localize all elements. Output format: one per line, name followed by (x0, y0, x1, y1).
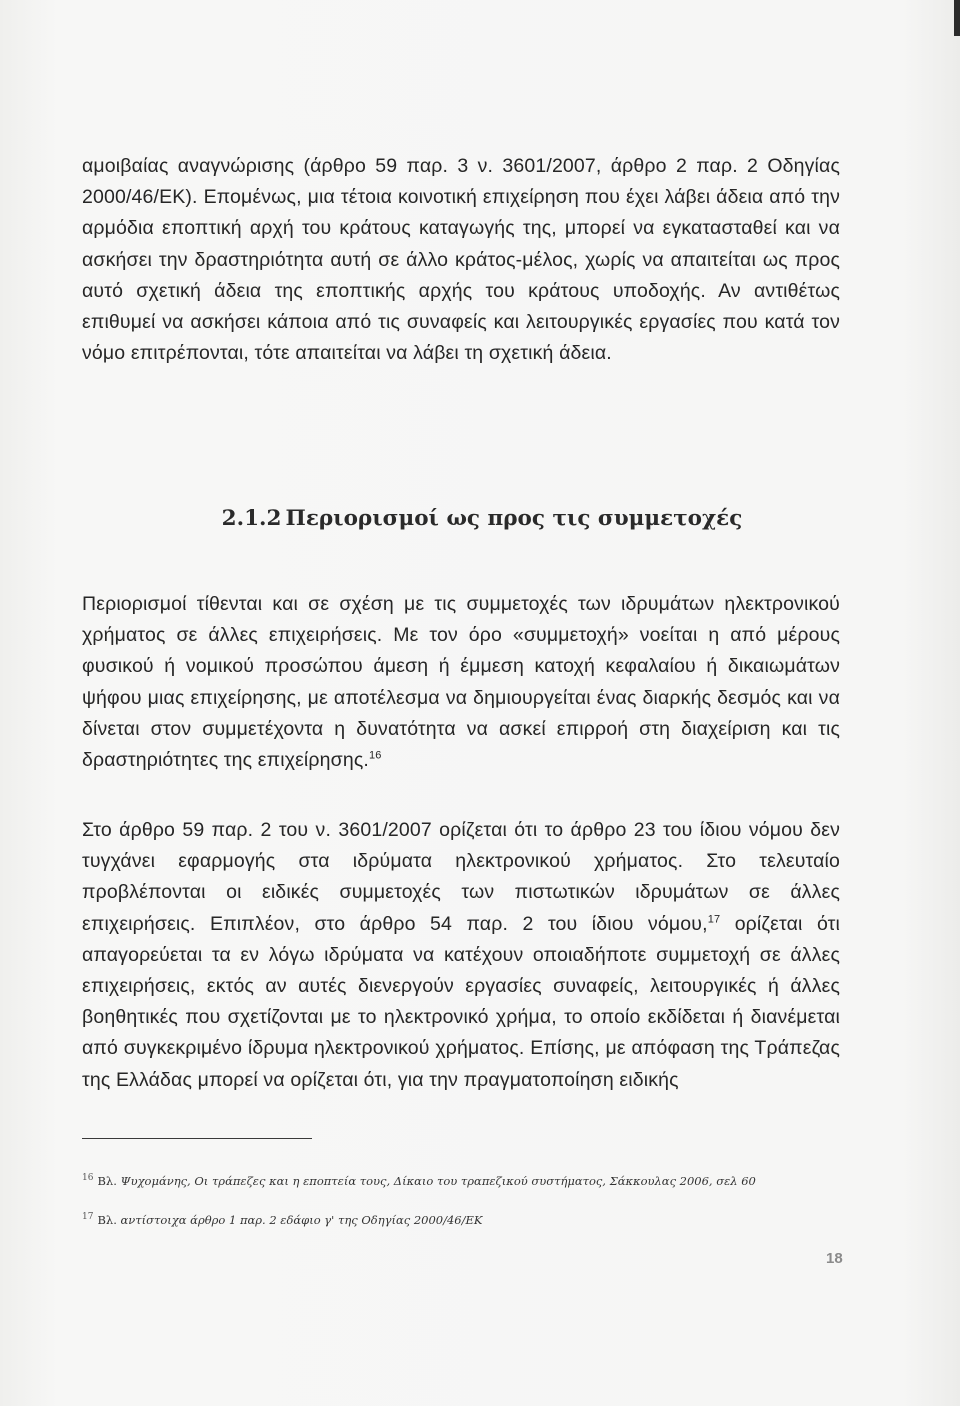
paragraph-text: Περιορισμοί τίθενται και σε σχέση με τις συμμετοχές των ιδρυμάτων ηλεκτρονικού χρήματος σε άλλες επιχειρήσεις. Με τον όρο «συμμετοχή» νοείται η από μέρους φυσικού ή νομικού προσώπου άμεση ή έμμεση κατοχή κεφαλαίου ή δικαιωμάτων ψήφου μιας επιχείρησης, με αποτέλεσμα να δημιουργείται ένας διαρκής δεσμός και να δίνεται στον συμμετέχοντα η δυνατότητα να ασκεί επιρροή στη διαχείριση και τις δραστηριότητες της επιχείρησης. (82, 593, 840, 772)
footnote-number: 17 (82, 1212, 94, 1222)
footnote-number: 16 (82, 1173, 94, 1183)
footnote-text: αντίστοιχα άρθρο 1 παρ. 2 εδάφιο γ' της Οδηγίας 2000/46/ΕΚ (120, 1212, 483, 1227)
footnote-reference[interactable]: 17 (707, 913, 721, 926)
paragraph-text-continued: ορίζεται ότι απαγορεύεται τα εν λόγω ιδρύματα να κατέχουν οποιαδήποτε συμμετοχή σε άλλες επιχειρήσεις, εκτός αν αυτές διενεργούν εργασίες συναφείς, λειτουργικές ή άλλες βοηθητικές που σχετίζονται με το ηλεκτρονικό χρήμα, το οποίο εκδίδεται ή διανέμεται από συγκεκριμένο ίδρυμα ηλεκτρονικού χρήματος. Επίσης, με απόφαση της Τράπεζας της Ελλάδας μπορεί να ορίζεται ότι, για την πραγματοποίηση ειδικής (82, 912, 840, 1091)
page-number: 18 (826, 1250, 843, 1267)
footnote-lead: Βλ. (97, 1173, 117, 1188)
footnote-lead: Βλ. (97, 1212, 117, 1227)
paragraph-authorization (82, 151, 840, 369)
paragraph-participations (82, 589, 840, 776)
footnote-text: Ψυχομάνης, Οι τράπεζες και η εποπτεία τους, Δίκαιο του τραπεζικού συστήματος, Σάκκουλας 2006, σελ 60 (120, 1173, 756, 1188)
footnote-17 (82, 1212, 882, 1227)
paragraph-article-59 (82, 815, 840, 1096)
paragraph-text: Στο άρθρο 59 παρ. 2 του ν. 3601/2007 ορίζεται ότι το άρθρο 23 του ίδιου νόμου δεν τυγχάνει εφαρμογής στα ιδρύματα ηλεκτρονικού χρήματος. Στο τελευταίο προβλέπονται οι ειδικές συμμετοχές των πιστωτικών ιδρυμάτων σε άλλες επιχειρήσεις. Επιπλέον, στο άρθρο 54 παρ. 2 του ίδιου νόμου, (82, 819, 840, 935)
footnote-divider (82, 1138, 312, 1139)
section-title: Περιορισμοί ως προς τις συμμετοχές (285, 506, 743, 531)
scan-edge-mark (954, 0, 960, 36)
section-heading (0, 506, 960, 531)
paragraph-text: αμοιβαίας αναγνώρισης (άρθρο 59 παρ. 3 ν. 3601/2007, άρθρο 2 παρ. 2 Οδηγίας 2000/46/ΕΚ). Επομένως, μια τέτοια κοινοτική επιχείρηση που έχει λάβει άδεια από την αρμόδια εποπτική αρχή του κράτους καταγωγής της, μπορεί να εγκατασταθεί και να ασκήσει την δραστηριότητα αυτή σε άλλο κράτος-μέλος, χωρίς να απαιτείται ως προς αυτό σχετική άδεια της εποπτικής αρχής του κράτους υποδοχής. Αν αντιθέτως επιθυμεί να ασκήσει κάποια από τις συναφείς και λειτουργικές εργασίες που κατά τον νόμο επιτρέπονται, τότε απαιτείται να λάβει τη σχετική άδεια. (82, 155, 840, 365)
footnote-16 (82, 1173, 882, 1188)
footnote-reference[interactable]: 16 (368, 749, 382, 762)
section-number: 2.1.2 (221, 506, 282, 531)
